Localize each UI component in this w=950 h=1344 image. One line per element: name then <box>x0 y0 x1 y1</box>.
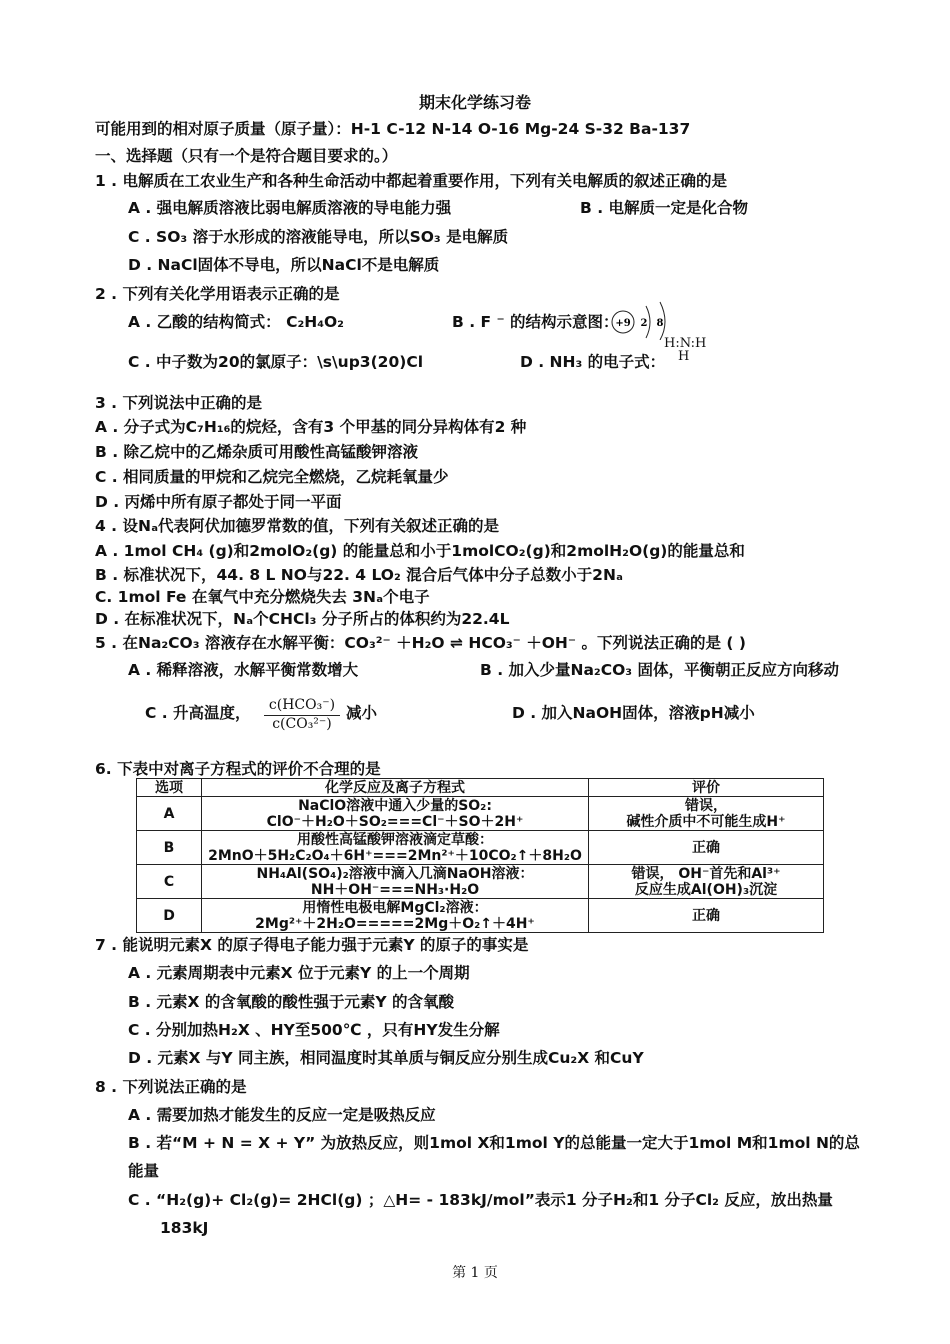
q5-fraction <box>264 697 340 732</box>
q6-stem: 6. 下表中对离子方程式的评价不合理的是 <box>95 760 381 778</box>
q1-option-d: D . NaCl固体不导电，所以NaCl不是电解质 <box>128 256 440 274</box>
table-row <box>137 865 824 899</box>
table-row <box>137 899 824 933</box>
section-heading: 一、选择题（只有一个是符合题目要求的。） <box>95 147 398 165</box>
q8-stem: 8 . 下列说法正确的是 <box>95 1078 247 1096</box>
q8-option-c: C . “H₂(g)+ Cl₂(g)= 2HCl(g) ；△H= - 183kJ/mol”表示1 分子H₂和1 分子Cl₂ 反应，放出热量 <box>128 1191 833 1209</box>
q7-option-c: C . 分别加热H₂X 、HY至500℃ ，只有HY发生分解 <box>128 1021 500 1039</box>
q4-stem: 4 . 设Nₐ代表阿伏加德罗常数的值，下列有关叙述正确的是 <box>95 517 500 535</box>
q3-option-d: D . 丙烯中所有原子都处于同一平面 <box>95 493 342 511</box>
row-reaction: NH₄Al(SO₄)₂溶液中滴入几滴NaOH溶液： NH＋OH⁻===NH₃·H₂O <box>202 865 589 899</box>
q1-option-c: C . SO₃ 溶于水形成的溶液能导电，所以SO₃ 是电解质 <box>128 228 509 246</box>
q1-stem: 1 . 电解质在工农业生产和各种生命活动中都起着重要作用，下列有关电解质的叙述正确的是 <box>95 172 727 190</box>
q2-stem: 2 . 下列有关化学用语表示正确的是 <box>95 285 340 303</box>
q3-option-c: C . 相同质量的甲烷和乙烷完全燃烧，乙烷耗氧量少 <box>95 468 449 486</box>
q3-option-a: A . 分子式为C₇H₁₆的烷烃，含有3 个甲基的同分异构体有2 种 <box>95 418 527 436</box>
q5-stem: 5 . 在Na₂CO₃ 溶液存在水解平衡：CO₃²⁻ ＋H₂O ⇌ HCO₃⁻ ＋OH⁻ 。下列说法正确的是 ( ) <box>95 634 746 652</box>
header-evaluation: 评价 <box>589 779 824 797</box>
table-row <box>137 797 824 831</box>
row-option: B <box>137 831 202 865</box>
q8-option-c-cont: 183kJ <box>160 1219 209 1237</box>
q2-option-c: C . 中子数为20的氯原子：\s\up3(20)Cl <box>128 353 424 371</box>
q5-option-b: B . 加入少量Na₂CO₃ 固体，平衡朝正反应方向移动 <box>480 661 839 679</box>
row-option: D <box>137 899 202 933</box>
table-header-row <box>137 779 824 797</box>
q2-option-d: D . NH₃ 的电子式： <box>520 353 666 371</box>
q2-option-b: B . F ⁻ 的结构示意图： <box>452 313 619 331</box>
q3-option-b: B . 除乙烷中的乙烯杂质可用酸性高锰酸钾溶液 <box>95 443 418 461</box>
row-reaction: 用酸性高锰酸钾溶液滴定草酸： 2MnO＋5H₂C₂O₄＋6H⁺===2Mn²⁺＋10CO₂↑＋8H₂O <box>202 831 589 865</box>
atomic-masses: 可能用到的相对原子质量（原子量）：H-1 C-12 N-14 O-16 Mg-24 S-32 Ba-137 <box>95 120 691 138</box>
header-option: 选项 <box>137 779 202 797</box>
q7-option-d: D . 元素X 与Y 同主族，相同温度时其单质与铜反应分别生成Cu₂X 和CuY <box>128 1049 644 1067</box>
q2-option-a: A . 乙酸的结构简式： C₂H₄O₂ <box>128 313 344 331</box>
q4-option-c: C. 1mol Fe 在氧气中充分燃烧失去 3Nₐ个电子 <box>95 588 430 606</box>
q7-option-a: A . 元素周期表中元素X 位于元素Y 的上一个周期 <box>128 964 470 982</box>
nh3-lewis-structure <box>664 337 706 363</box>
row-evaluation: 错误， 碱性介质中不可能生成H⁺ <box>589 797 824 831</box>
atom-nucleus-label: +9 <box>615 318 631 329</box>
row-option: A <box>137 797 202 831</box>
q5-option-c-end: 减小 <box>346 704 378 722</box>
row-evaluation: 正确 <box>589 831 824 865</box>
row-reaction: NaClO溶液中通入少量的SO₂: ClO⁻＋H₂O＋SO₂===Cl⁻＋SO＋2H⁺ <box>202 797 589 831</box>
q8-option-b: B . 若“M + N = X + Y” 为放热反应，则1mol X和1mol Y的总能量一定大于1mol M和1mol N的总 <box>128 1134 860 1152</box>
q8-option-b-cont: 能量 <box>128 1162 160 1180</box>
header-reaction: 化学反应及离子方程式 <box>202 779 589 797</box>
atom-shell1-label: 2 <box>640 318 648 329</box>
q5-option-a: A . 稀释溶液，水解平衡常数增大 <box>128 661 359 679</box>
lewis-top: H:N:H <box>664 336 707 351</box>
q4-option-d: D . 在标准状况下，Nₐ个CHCl₃ 分子所占的体积约为22.4L <box>95 610 510 628</box>
q5-option-c: C . 升高温度， <box>145 704 251 722</box>
q7-stem: 7 . 能说明元素X 的原子得电子能力强于元素Y 的原子的事实是 <box>95 936 529 954</box>
lewis-bottom: H <box>678 349 690 364</box>
q1-option-a: A . 强电解质溶液比弱电解质溶液的导电能力强 <box>128 199 452 217</box>
fraction-numerator: c(HCO₃⁻) <box>264 697 340 716</box>
q7-option-b: B . 元素X 的含氧酸的酸性强于元素Y 的含氧酸 <box>128 993 454 1011</box>
evaluation-table <box>136 778 824 933</box>
q3-stem: 3 . 下列说法中正确的是 <box>95 394 262 412</box>
atom-shell2-label: 8 <box>656 318 664 329</box>
q5-option-d: D . 加入NaOH固体，溶液pH减小 <box>512 704 755 722</box>
row-evaluation: 错误， OH⁻首先和Al³⁺ 反应生成Al(OH)₃沉淀 <box>589 865 824 899</box>
table-row <box>137 831 824 865</box>
page-footer: 第 1 页 <box>452 1265 498 1281</box>
q4-option-a: A . 1mol CH₄ (g)和2molO₂(g) 的能量总和小于1molCO₂(g)和2molH₂O(g)的能量总和 <box>95 542 745 560</box>
fluoride-ion-diagram <box>608 300 668 340</box>
fraction-denominator: c(CO₃²⁻) <box>272 716 332 732</box>
row-evaluation: 正确 <box>589 899 824 933</box>
q4-option-b: B . 标准状况下，44. 8 L NO与22. 4 LO₂ 混合后气体中分子总数小于2Nₐ <box>95 566 624 584</box>
q8-option-a: A . 需要加热才能发生的反应一定是吸热反应 <box>128 1106 436 1124</box>
row-reaction: 用惰性电极电解MgCl₂溶液： 2Mg²⁺＋2H₂O=====2Mg＋O₂↑＋4H⁺ <box>202 899 589 933</box>
row-option: C <box>137 865 202 899</box>
q1-option-b: B . 电解质一定是化合物 <box>580 199 748 217</box>
page-title: 期末化学练习卷 <box>418 93 531 112</box>
